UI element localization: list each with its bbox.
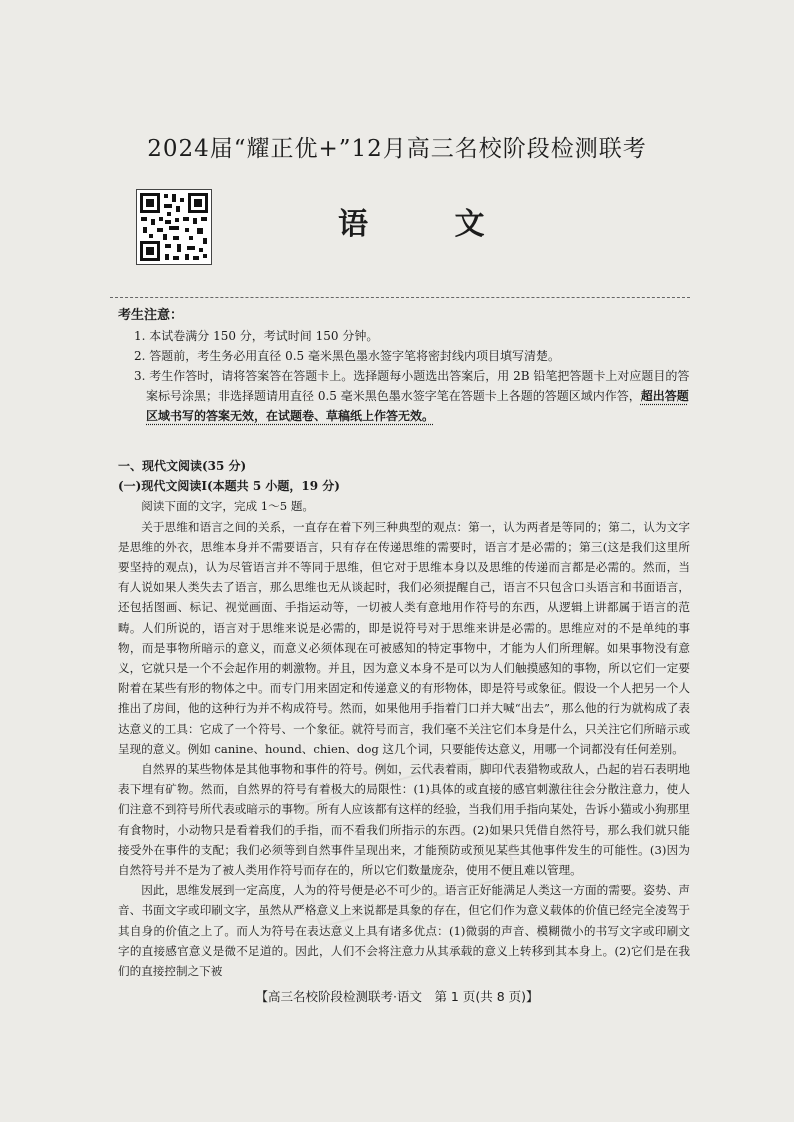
qr-code-icon — [136, 189, 212, 265]
candidate-notice — [118, 306, 698, 426]
notice-item: 2. 答题前，考生务必用直径 0.5 毫米黑色墨水签字笔将密封线内项目填写清楚。 — [134, 349, 560, 363]
notice-heading: 考生注意： — [118, 308, 184, 323]
notice-item — [134, 366, 698, 426]
instruction: 阅读下面的文字，完成 1～5 题。 — [141, 499, 315, 514]
page-footer: 【高三名校阶段检测联考·语文 第 1 页(共 8 页)】 — [255, 989, 539, 1004]
subsection-heading: (一)现代文阅读Ⅰ(本题共 5 小题，19 分) — [118, 479, 340, 494]
section-heading: 一、现代文阅读(35 分) — [118, 459, 247, 473]
subject-title: 语 文 — [338, 207, 523, 242]
notice-item-text: 3. 考生作答时，请将答案答在答题卡上。选择题每小题选出答案后，用 2B 铅笔把答题卡上对应题目的答案标号涂黑；非选择题请用直径 0.5 毫米黑色墨水签字笔在答题卡上各题的答题区域内作答， — [134, 369, 690, 403]
divider — [110, 297, 690, 298]
passage-paragraph: 因此，思维发展到一定高度，人为的符号便是必不可少的。语言正好能满足人类这一方面的需要。姿势、声音、书面文字或印刷文字，虽然从严格意义上来说都是具象的存在，但它们作为意义载体的价值已经完全凌驾于其自身的价值之上了。而人为符号在表达意义上具有诸多优点：(1)微弱的声音、模糊微小的书写文字或印刷文字的直接感官意义是微不足道的。因此，人们不会将注意力从其承载的意义上转移到其本身上。(2)它们是在我们的直接控制之下被 — [118, 883, 690, 979]
notice-item: 1. 本试卷满分 150 分，考试时间 150 分钟。 — [134, 329, 379, 343]
passage-paragraph: 自然界的某些物体是其他事物和事件的符号。例如，云代表着雨，脚印代表猎物或敌人，凸起的岩石表明地表下埋有矿物。然而，自然界的符号有着极大的局限性：(1)具体的或直接的感官刺激往往会分散注意力，使人们注意不到符号所代表或暗示的事物。所有人应该都有这样的经验，当我们用手指向某处，告诉小猫或小狗那里有食物时，小动物只是看着我们的手指，而不看我们所指示的东西。(2)如果只凭借自然符号，那么我们就只能接受外在事件的支配；我们必须等到自然事件呈现出来，才能预防或预见某些其他事件发生的可能性。(3)因为自然符号并不是为了被人类用作符号而存在的，所以它们数量庞杂，使用不便且难以管理。 — [118, 762, 690, 878]
notice-emphasis: 超出答题区域书写的答案无效，在试题卷、草稿纸上作答无效。 — [146, 389, 689, 423]
passage-paragraph: 关于思维和语言之间的关系，一直存在着下列三种典型的观点：第一，认为两者是等同的；第二，认为文字是思维的外衣，思维本身并不需要语言，只有存在传递思维的需要时，语言才是必需的；第三(这是我们这里所要坚持的观点)，认为尽管语言并不等同于思维，但它对于思维本身以及思维的传递而言都是必需的。然而，当有人说如果人类失去了语言，那么思维也无从谈起时，我们必须提醒自己，语言不只包含口头语言和书面语言，还包括图画、标记、视觉画面、手指运动等，一切被人类有意地用作符号的东西，从逻辑上讲都属于语言的范畴。人们所说的，语言对于思维来说是必需的，即是说符号对于思维来讲是必需的。思维应对的不是单纯的事物，而是事物所暗示的意义，而意义必须体现在可被感知的特定事物中，才能为人们所理解。如果事物没有意义，它就只是一个不会起作用的刺激物。并且，因为意义本身不是可以为人们触摸感知的事物，所以它们一定要附着在某些有形的物体之中。而专门用来固定和传递意义的有形物体，即是符号或象征。假设一个人把另一个人推出了房间，他的这种行为并不构成符号。然而，如果他用手指着门口并大喊“出去”，那么他的行为就构成了表达意义的工具：它成了一个符号、一个象征。就符号而言，我们毫不关注它们本身是什么，只关注它们所暗示或呈现的意义。例如 canine、hound、chien、dog 这几个词，只要能传达意义，用哪一个词都没有任何差别。 — [118, 519, 690, 756]
exam-title: 2024届“耀正优+”12月高三名校阶段检测联考 — [147, 136, 647, 162]
